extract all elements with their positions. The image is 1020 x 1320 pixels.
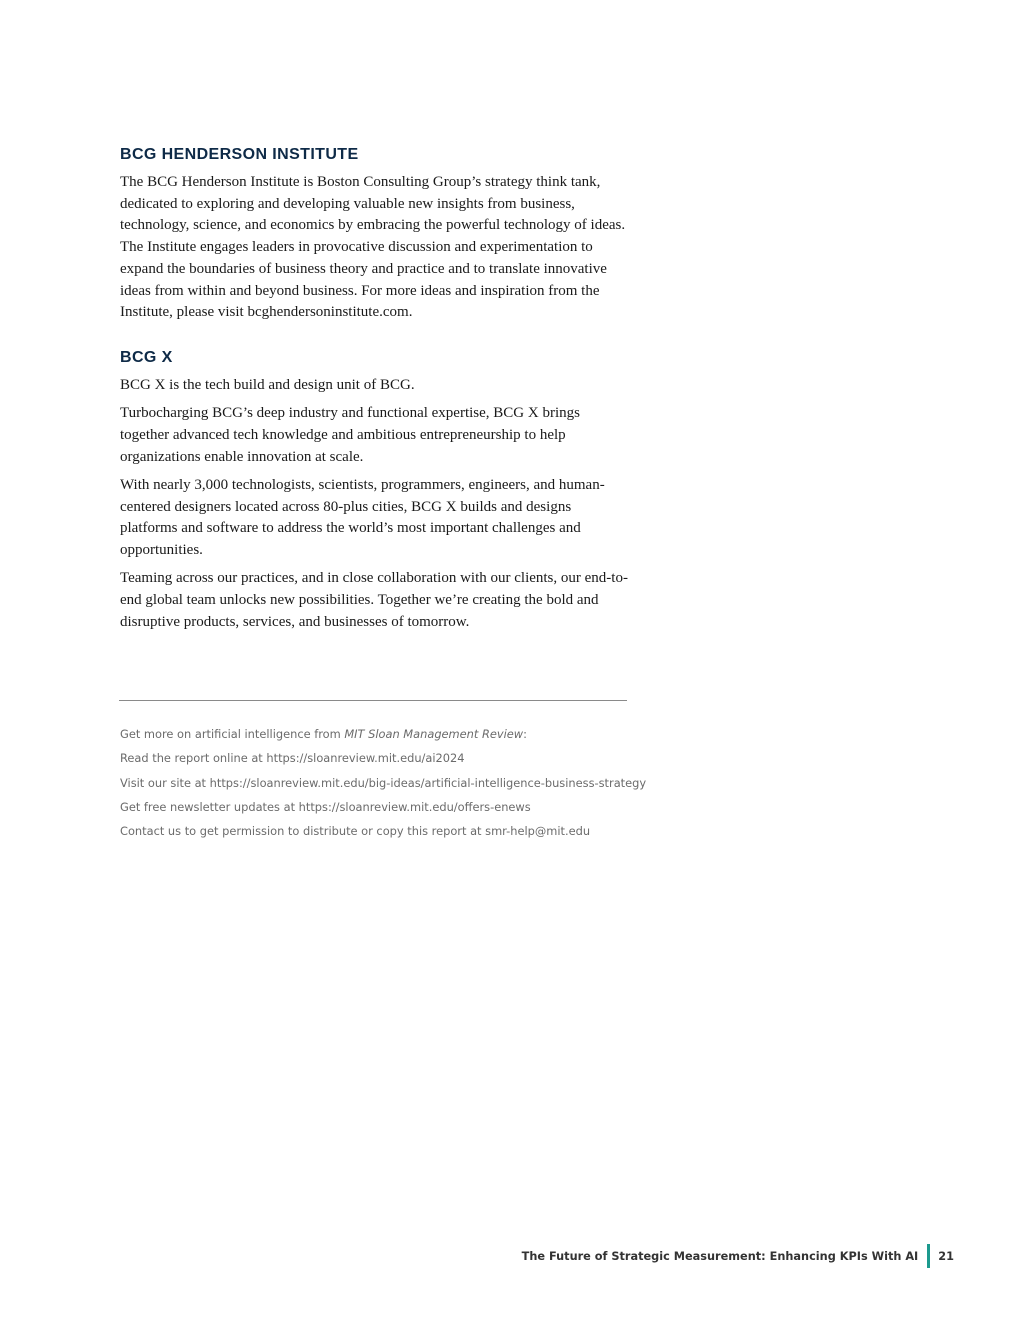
section-heading: BCG HENDERSON INSTITUTE <box>120 146 359 163</box>
page-footer <box>522 1244 954 1268</box>
footer-accent-bar <box>927 1244 930 1268</box>
footer-links <box>120 726 647 847</box>
contact-link[interactable]: Contact us to get permission to distribute or copy this report at smr-help@mit.edu <box>120 824 591 839</box>
newsletter-link[interactable]: Get free newsletter updates at https://sloanreview.mit.edu/offers-enews <box>120 799 531 814</box>
section-paragraph: Teaming across our practices, and in close collaboration with our clients, our end-to-end global team unlocks new possibilities. Together we’re creating the bold and disruptive products, services, and businesses of tomorrow. <box>120 570 628 630</box>
footer-report-title: The Future of Strategic Measurement: Enhancing KPIs With AI <box>521 1249 919 1263</box>
page-number: 21 <box>938 1249 954 1263</box>
report-link[interactable]: Read the report online at https://sloanreview.mit.edu/ai2024 <box>120 751 465 766</box>
more-ai-intro <box>120 726 628 742</box>
section-paragraph: Turbocharging BCG’s deep industry and functional expertise, BCG X brings together advanced tech knowledge and ambitious entrepreneurship to help organizations enable innovation at scale. <box>120 405 580 465</box>
section-paragraph: The BCG Henderson Institute is Boston Consulting Group’s strategy think tank, dedicated to exploring and developing valuable new insights from business, technology, science, and economics by embracing the powerful technology of ideas. The Institute engages leaders in provocative discussion and experimentation to expand the boundaries of business theory and practice and to translate innovative ideas from within and beyond business. For more ideas and inspiration from the Institute, please visit bcghendersoninstitute.com. <box>120 174 626 321</box>
divider-rule <box>119 700 627 701</box>
intro-prefix: Get more on artificial intelligence from <box>120 727 345 741</box>
section-heading: BCG X <box>120 349 173 366</box>
section-bcg-henderson-institute <box>120 146 628 324</box>
intro-suffix: : <box>523 727 527 741</box>
site-link[interactable]: Visit our site at https://sloanreview.mit.edu/big-ideas/artificial-intelligence-business-strategy <box>120 775 647 790</box>
publication-name: MIT Sloan Management Review <box>344 727 524 741</box>
section-paragraph: With nearly 3,000 technologists, scientists, programmers, engineers, and human-centered designers located across 80-plus cities, BCG X builds and designs platforms and software to address the world’s most important challenges and opportunities. <box>120 476 605 558</box>
section-paragraph: BCG X is the tech build and design unit of BCG. <box>120 377 415 393</box>
section-bcg-x <box>120 349 628 640</box>
